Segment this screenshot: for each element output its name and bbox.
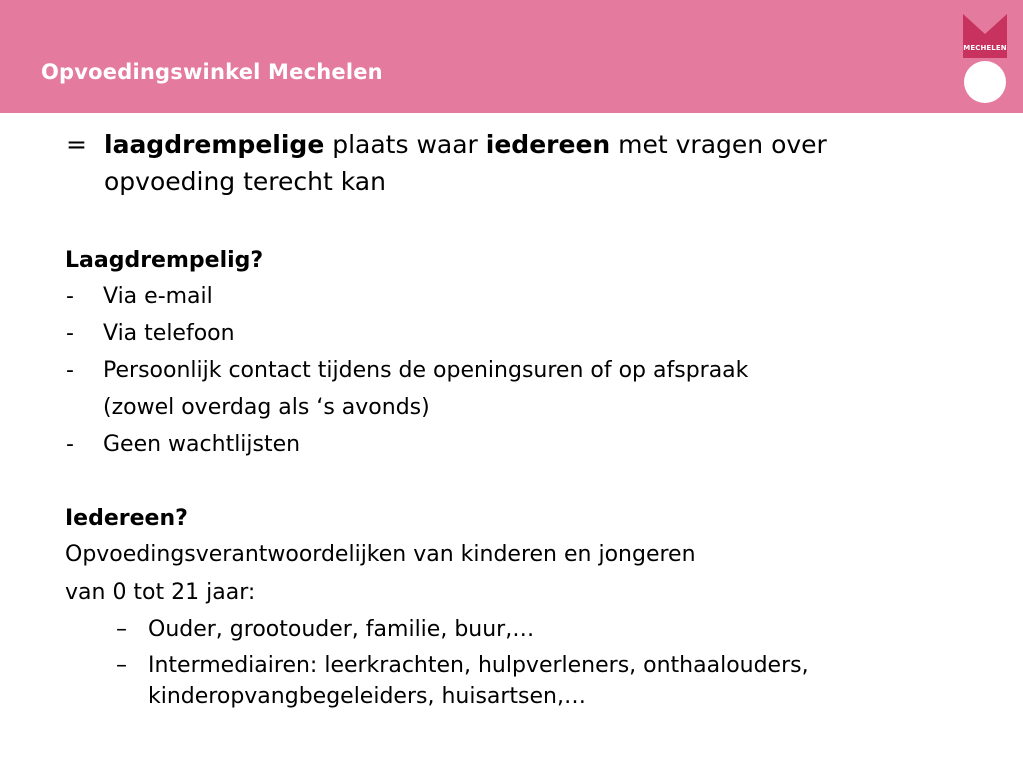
bullet-dash: - — [66, 321, 74, 346]
intro-text-2: met vragen over — [610, 130, 827, 159]
bullet-en-dash: – — [116, 617, 127, 642]
iedereen-line-2: van 0 tot 21 jaar: — [65, 580, 256, 605]
heading-iedereen: Iedereen? — [65, 506, 188, 531]
logo-text: MECHELEN — [963, 44, 1007, 52]
bullet-dash: - — [66, 432, 74, 457]
heading-laagdrempelig: Laagdrempelig? — [65, 248, 264, 273]
bullet-en-dash: – — [116, 653, 127, 678]
bullet-dash: - — [66, 358, 74, 383]
list-item-continuation: (zowel overdag als ‘s avonds) — [103, 395, 430, 420]
intro-marker: = — [66, 130, 87, 159]
list-item: Geen wachtlijsten — [103, 432, 301, 457]
list-item: Via telefoon — [103, 321, 235, 346]
list-item: Via e-mail — [103, 284, 213, 309]
intro-bold-laagdrempelige: laagdrempelige — [104, 130, 325, 159]
sub-list-item: Intermediairen: leerkrachten, hulpverleners, onthaalouders, — [148, 653, 809, 678]
intro-text-1: plaats waar — [324, 130, 486, 159]
list-item: Persoonlijk contact tijdens de openingsuren of op afspraak — [103, 358, 749, 383]
sub-list-item-continuation: kinderopvangbegeleiders, huisartsen,… — [148, 684, 586, 709]
bullet-dash: - — [66, 284, 74, 309]
intro-line-2: opvoeding terecht kan — [104, 167, 386, 196]
slide-title: Opvoedingswinkel Mechelen — [41, 60, 383, 84]
intro-line-1 — [104, 130, 827, 159]
sub-list-item: Ouder, grootouder, familie, buur,… — [148, 617, 535, 642]
intro-bold-iedereen: iedereen — [485, 130, 611, 159]
iedereen-line-1: Opvoedingsverantwoordelijken van kinderen en jongeren — [65, 542, 696, 567]
